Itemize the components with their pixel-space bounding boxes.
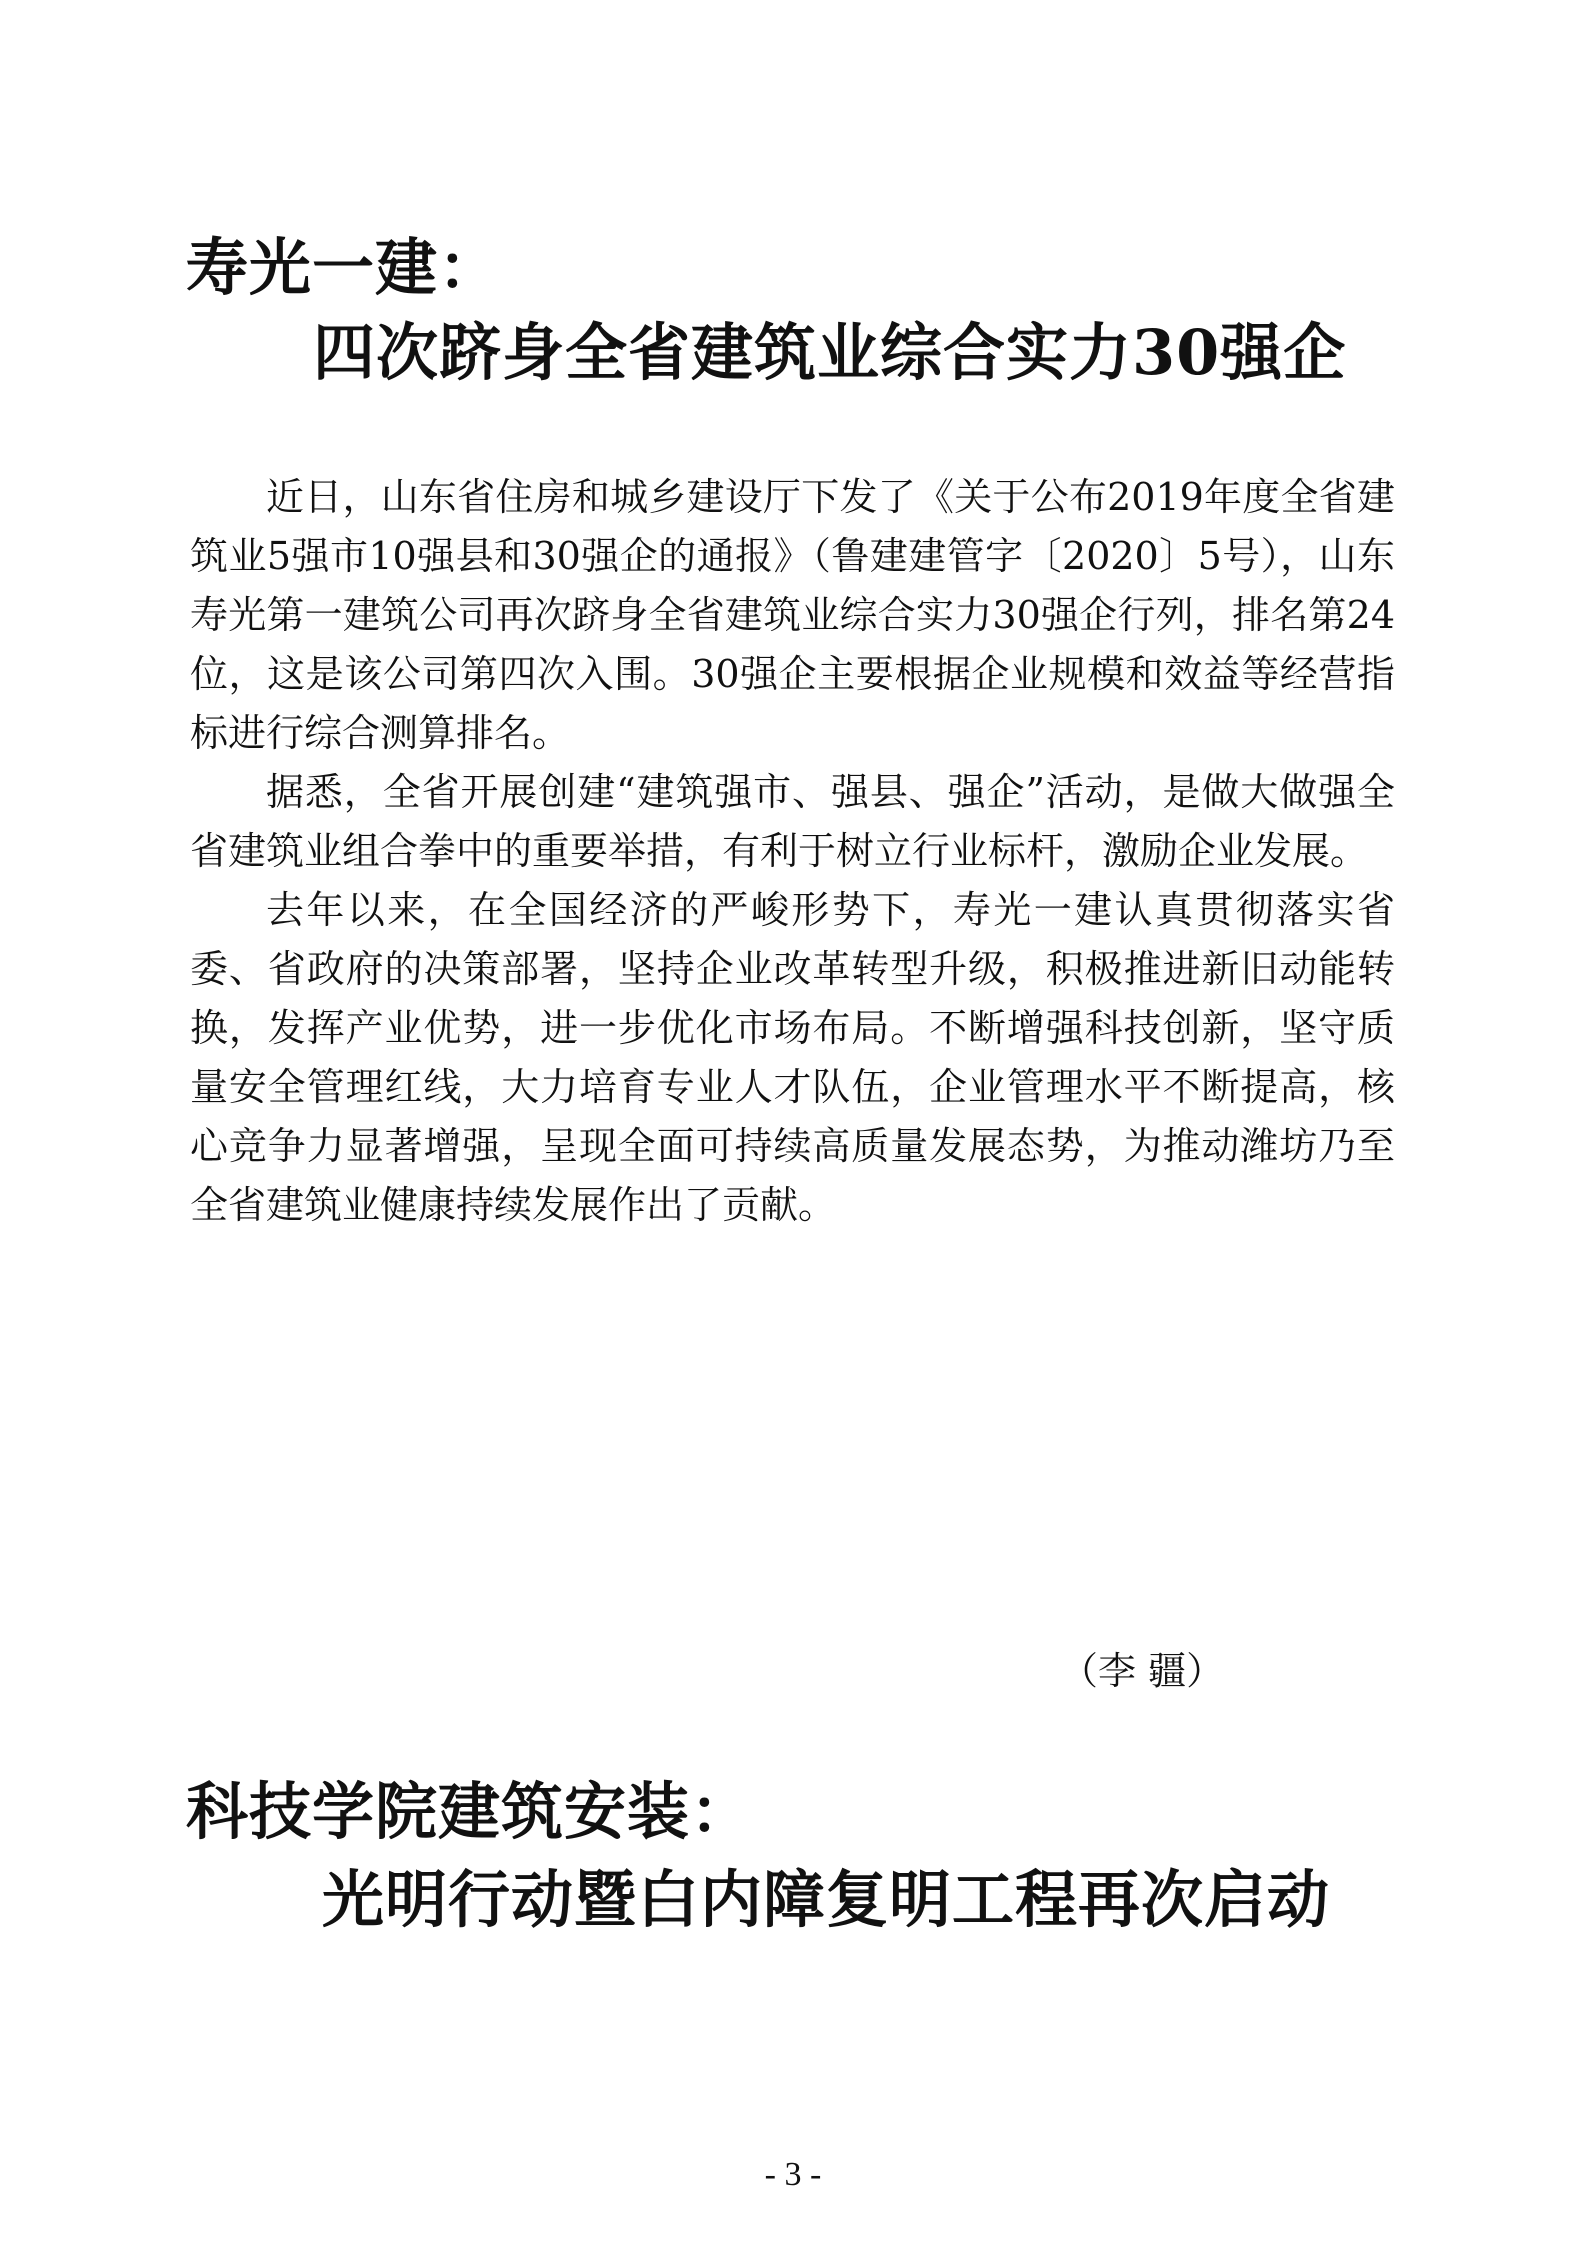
article1-paragraph-1: 近日，山东省住房和城乡建设厅下发了《关于公布2019年度全省建筑业5强市10强县和30强企的通报》（鲁建建管字〔2020〕5号），山东寿光第一建筑公司再次跻身全省建筑业综合实力30强企行列，排名第24位，这是该公司第四次入围。30强企主要根据企业规模和效益等经营指标进行综合测算排名。 bbox=[190, 475, 1395, 755]
page-number: - 3 - bbox=[764, 2156, 822, 2193]
article1-author: （李 疆） bbox=[1060, 1649, 1225, 1693]
article2-title-line2: 光明行动暨白内障复明工程再次启动 bbox=[322, 1863, 1331, 1936]
article2-title-line1: 科技学院建筑安装： bbox=[186, 1775, 754, 1848]
article1-paragraph-3: 去年以来，在全国经济的严峻形势下，寿光一建认真贯彻落实省委、省政府的决策部署，坚持企业改革转型升级，积极推进新旧动能转换，发挥产业优势，进一步优化市场布局。不断增强科技创新，坚守质量安全管理红线，大力培育专业人才队伍，企业管理水平不断提高，核心竞争力显著增强，呈现全面可持续高质量发展态势，为推动潍坊乃至全省建筑业健康持续发展作出了贡献。 bbox=[190, 888, 1395, 1227]
article1-title-line1: 寿光一建： bbox=[186, 231, 502, 304]
article1-body bbox=[190, 468, 1395, 1235]
article1-paragraph-2: 据悉，全省开展创建“建筑强市、强县、强企”活动，是做大做强全省建筑业组合拳中的重要举措，有利于树立行业标杆，激励企业发展。 bbox=[190, 770, 1395, 873]
article1-title-line2: 四次跻身全省建筑业综合实力30强企 bbox=[313, 316, 1347, 389]
